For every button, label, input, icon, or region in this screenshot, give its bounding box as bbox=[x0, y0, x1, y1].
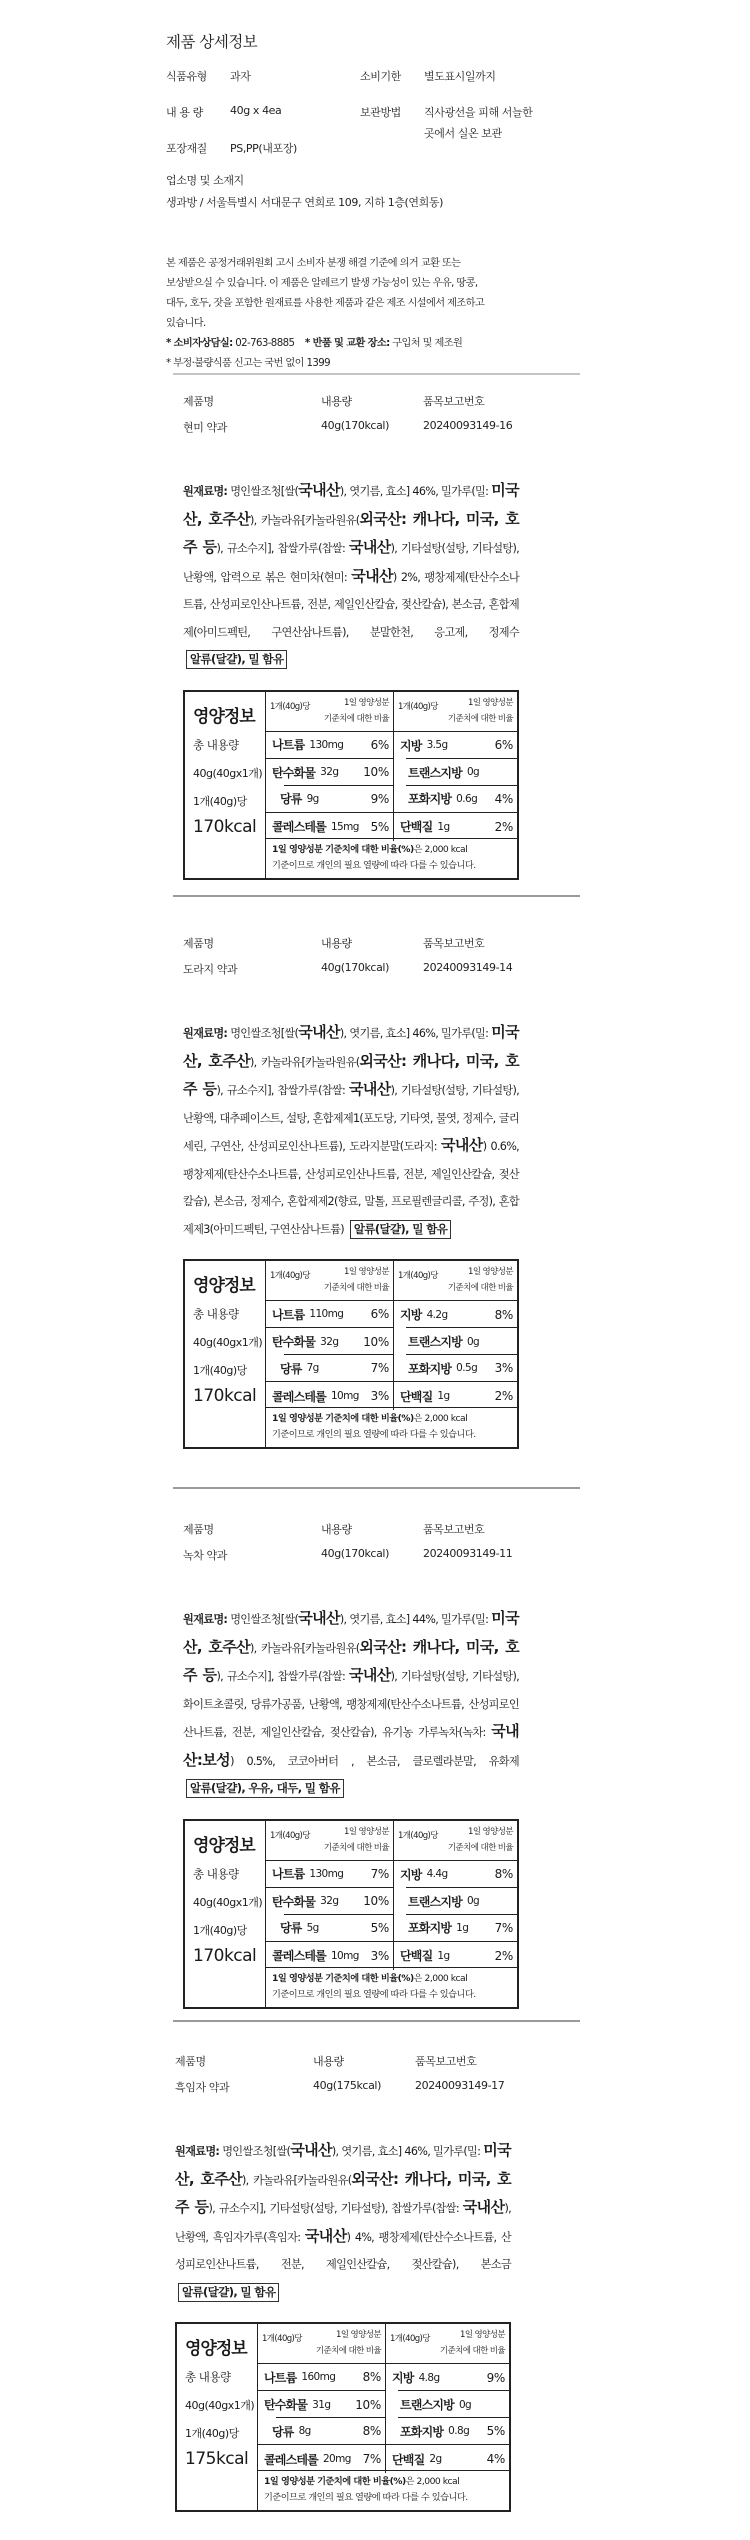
daily-value-header: 1일 영양성분 기준치에 대한 비율 bbox=[323, 1826, 389, 1853]
nutrition-detail bbox=[266, 1821, 517, 2007]
origin-emphasis: 국내산 bbox=[290, 2141, 332, 2159]
ingredients-body bbox=[183, 481, 520, 639]
nutrient-sugar: 당류 8g 8% bbox=[258, 2418, 386, 2445]
ingredient-text: ), 엿기름, 효소] 46%, 밀가루(밀: bbox=[339, 1027, 492, 1040]
ingredients-body bbox=[183, 1023, 520, 1236]
nutrient-protein: 단백질 1g 2% bbox=[400, 1389, 513, 1404]
product-section bbox=[175, 2053, 575, 2512]
nutrient-sodium: 나트륨 110mg 6% bbox=[266, 1301, 394, 1328]
origin-emphasis: 외국산: 캐나다, 미국, 호주 등 bbox=[183, 509, 520, 556]
origin-emphasis: 국내산 bbox=[304, 2226, 347, 2245]
calories: 170kcal bbox=[193, 1945, 257, 1966]
serving-header: 1개(40g)당 bbox=[270, 1271, 310, 1281]
nutrition-summary bbox=[185, 1261, 266, 1447]
origin-emphasis: 국내산 bbox=[348, 1080, 391, 1098]
nutrient-carbohydrate: 탄수화물 32g 10% bbox=[266, 1328, 394, 1355]
serving-size: 1개(40g)당 bbox=[193, 1364, 247, 1377]
nutrient-saturated-fat: 포화지방 0.5g 3% bbox=[394, 1355, 517, 1382]
column-header bbox=[386, 2324, 509, 2364]
origin-emphasis: 미국산, 호주산 bbox=[183, 1609, 519, 1656]
ingredient-text: ), 기타설탕(설탕, 기타설탕), 난황액, 대추페이스트, 설탕, 혼합제제1(포도당, 기타엿, 물엿, 정제수, 글리세린, 구연산, 산성피로인산나트륨), 도라지분말(도라지: bbox=[183, 1084, 520, 1153]
nutrient-saturated-fat: 포화지방 0.6g 4% bbox=[394, 786, 517, 813]
origin-emphasis: 국내산:보성 bbox=[183, 1722, 519, 1769]
origin-emphasis: 국내산 bbox=[298, 1609, 340, 1627]
product-meta-values bbox=[175, 2079, 575, 2103]
nutrient-fat: 지방 4.2g 8% bbox=[400, 1307, 513, 1322]
nutrition-facts-table bbox=[183, 690, 519, 880]
packaging-value: PS,PP(내포장) bbox=[230, 142, 297, 155]
total-amount: 40g(40gx1개) bbox=[193, 1336, 263, 1349]
report-number: 20240093149-11 bbox=[423, 1547, 513, 1560]
nutrition-title: 영양정보 bbox=[193, 1835, 255, 1856]
serving-size: 1개(40g)당 bbox=[193, 1923, 247, 1937]
report-number-header: 품목보고번호 bbox=[423, 395, 485, 408]
content-amount-header: 내용량 bbox=[321, 395, 352, 408]
calories: 175kcal bbox=[185, 2449, 249, 2469]
column-header bbox=[394, 1261, 517, 1301]
origin-emphasis: 외국산: 캐나다, 미국, 호주 등 bbox=[183, 1051, 520, 1098]
nutrient-saturated-fat: 포화지방 1g 7% bbox=[394, 1915, 517, 1942]
ingredient-text: ), 기타설탕(설탕, 기타설탕), 난황액, 압력으로 볶은 현미차(현미: bbox=[183, 542, 520, 584]
ingredient-text: 명인쌀조청[쌀( bbox=[230, 1027, 299, 1040]
daily-value-header: 1일 영양성분 기준치에 대한 비율 bbox=[447, 697, 513, 724]
product-meta-values bbox=[183, 1547, 583, 1571]
notice-line: 보상받으실 수 있습니다. 이 제품은 알레르기 발생 가능성이 있는 우유, 땅콩, bbox=[166, 278, 478, 289]
ingredient-text: ), 카놀라유[카놀라원유( bbox=[250, 1055, 360, 1069]
allergen-badge: 알류(달걀), 밀 함유 bbox=[350, 1220, 451, 1239]
nutrient-saturated-fat: 포화지방 0.8g 5% bbox=[386, 2418, 509, 2445]
nutrient-sugar: 당류 9g 9% bbox=[266, 786, 394, 813]
nutrient-protein: 단백질 2g 4% bbox=[392, 2452, 505, 2467]
serving-header: 1개(40g)당 bbox=[390, 2334, 430, 2344]
product-name: 현미 약과 bbox=[183, 421, 228, 434]
daily-value-header: 1일 영양성분 기준치에 대한 비율 bbox=[447, 1267, 513, 1293]
ingredients-text bbox=[175, 2137, 511, 2306]
column-header bbox=[394, 692, 517, 732]
daily-value-header: 1일 영양성분 기준치에 대한 비율 bbox=[323, 697, 389, 724]
ingredient-text: ), 난황액, 흑임자가루(흑임자: bbox=[175, 2202, 511, 2244]
content-amount: 40g(170kcal) bbox=[321, 961, 389, 974]
return-value: 구입처 및 제조원 bbox=[392, 338, 463, 349]
content-amount-header: 내용량 bbox=[321, 1523, 352, 1536]
column-header bbox=[266, 1261, 394, 1301]
ingredients-body bbox=[183, 1609, 520, 1769]
ingredients-text bbox=[183, 1605, 519, 1803]
product-meta-headers bbox=[183, 393, 583, 417]
content-amount-label: 내 용 량 bbox=[166, 106, 203, 119]
daily-value-header: 1일 영양성분 기준치에 대한 비율 bbox=[315, 2330, 381, 2356]
product-meta-values bbox=[183, 419, 583, 443]
serving-header: 1개(40g)당 bbox=[398, 701, 438, 712]
daily-value-header: 1일 영양성분 기준치에 대한 비율 bbox=[447, 1826, 513, 1853]
ingredient-text: 명인쌀조청[쌀( bbox=[230, 1613, 299, 1626]
origin-emphasis: 외국산: 캐나다, 미국, 호주 등 bbox=[175, 2169, 512, 2216]
ingredients-label: 원재료명: bbox=[175, 2145, 220, 2158]
ingredient-text: 명인쌀조청[쌀( bbox=[222, 2145, 291, 2158]
nutrient-trans-fat: 트랜스지방 0g bbox=[400, 2398, 472, 2412]
daily-value-header: 1일 영양성분 기준치에 대한 비율 bbox=[323, 1267, 389, 1293]
ingredient-text: ) 2%, 팽창제제(탄산수소나트륨, 산성피로인산나트륨, 전분, 제일인산칼슘, 젖산칼슘), 본소금, 혼합제제(아미드펙틴, 구연산삼나트륨), 분말한천, 응고제, 정제수 bbox=[183, 570, 519, 639]
ingredient-text: ), 엿기름, 효소] 46%, 밀가루(밀: bbox=[331, 2145, 484, 2158]
storage-value: 직사광선을 피해 서늘한 bbox=[424, 106, 533, 119]
nutrient-carbohydrate: 탄수화물 32g 10% bbox=[266, 759, 394, 786]
report-number: 20240093149-17 bbox=[415, 2079, 505, 2092]
nutrient-fat: 지방 4.8g 9% bbox=[392, 2370, 505, 2385]
column-header bbox=[266, 1821, 394, 1861]
origin-emphasis: 미국산, 호주산 bbox=[183, 481, 519, 528]
report-number-header: 품목보고번호 bbox=[415, 2055, 477, 2068]
calories: 170kcal bbox=[193, 1386, 257, 1406]
product-name-header: 제품명 bbox=[183, 937, 214, 950]
nutrition-detail bbox=[266, 1261, 517, 1447]
daily-value-footnote: 1일 영양성분 기준치에 대한 비율(%)은 2,000 kcal 기준이므로 개인의 필요 열량에 따라 다를 수 있습니다. bbox=[266, 838, 517, 878]
ingredient-text: ), 규소수지], 찹쌀가루(찹쌀: bbox=[216, 1670, 349, 1683]
total-amount-label: 총 내용량 bbox=[193, 1866, 239, 1881]
product-meta-headers bbox=[183, 1521, 583, 1545]
column-header bbox=[266, 692, 394, 732]
total-amount: 40g(40gx1개) bbox=[193, 766, 263, 780]
nutrient-sugar: 당류 7g 7% bbox=[266, 1355, 394, 1382]
nutrient-fat: 지방 3.5g 6% bbox=[400, 738, 513, 753]
origin-emphasis: 국내산 bbox=[348, 538, 391, 556]
product-meta-values bbox=[183, 961, 583, 985]
report-number: 20240093149-14 bbox=[423, 961, 513, 974]
ingredient-text: ), 규소수지], 기타설탕(설탕, 기타설탕), 찹쌀가루(찹쌀: bbox=[208, 2202, 463, 2215]
serving-header: 1개(40g)당 bbox=[270, 701, 310, 712]
product-meta-headers bbox=[183, 935, 583, 959]
report-line: * 부정·불량식품 신고는 국번 없이 1399 bbox=[166, 358, 330, 369]
column-header bbox=[258, 2324, 386, 2364]
notice-line: 있습니다. bbox=[166, 318, 206, 329]
nutrition-detail bbox=[258, 2324, 509, 2510]
ingredient-text: ), 규소수지], 찹쌀가루(찹쌀: bbox=[216, 542, 349, 555]
ingredients-body bbox=[175, 2141, 512, 2271]
origin-emphasis: 국내산 bbox=[462, 2198, 505, 2216]
origin-emphasis: 국내산 bbox=[441, 1136, 483, 1154]
serving-size: 1개(40g)당 bbox=[185, 2427, 239, 2440]
origin-emphasis: 국내산 bbox=[348, 1666, 391, 1684]
nutrient-trans-fat: 트랜스지방 0g bbox=[408, 1894, 480, 1909]
content-amount: 40g(170kcal) bbox=[321, 419, 389, 432]
ingredient-text: ), 엿기름, 효소] 44%, 밀가루(밀: bbox=[339, 1613, 492, 1626]
notice-line: 본 제품은 공정거래위원회 고시 소비자 분쟁 해결 기준에 의거 교환 또는 bbox=[166, 258, 461, 269]
total-amount-label: 총 내용량 bbox=[193, 737, 239, 752]
ingredient-text: ) 0.5%, 코코아버터 , 본소금, 클로렐라분말, 유화제 bbox=[230, 1754, 519, 1768]
consult-label: * 소비자상담실: bbox=[166, 338, 233, 349]
product-name: 흑임자 약과 bbox=[175, 2081, 230, 2094]
total-amount: 40g(40gx1개) bbox=[185, 2399, 255, 2412]
column-header bbox=[394, 1821, 517, 1861]
ingredient-text: ), 엿기름, 효소] 46%, 밀가루(밀: bbox=[339, 485, 492, 498]
origin-emphasis: 국내산 bbox=[298, 481, 340, 499]
consult-phone: 02-763-8885 bbox=[235, 338, 295, 349]
ingredients-text bbox=[183, 1019, 519, 1243]
total-amount-label: 총 내용량 bbox=[185, 2370, 231, 2384]
product-section bbox=[183, 393, 583, 880]
ingredient-text: ), 기타설탕(설탕, 기타설탕), 화이트초콜릿, 당류가공품, 난황액, 팽창제제(탄산수소나트륨, 산성피로인산나트륨, 전분, 제일인산칼슘, 젖산칼슘), 유기농 가루녹차(녹차: bbox=[183, 1670, 520, 1739]
origin-emphasis: 외국산: 캐나다, 미국, 호주 등 bbox=[183, 1637, 520, 1684]
origin-emphasis: 국내산 bbox=[351, 566, 393, 585]
nutrition-facts-table bbox=[183, 1259, 519, 1449]
ingredient-text: ), 규소수지], 찹쌀가루(찹쌀: bbox=[216, 1084, 349, 1097]
nutrition-summary bbox=[177, 2324, 258, 2510]
storage-label: 보관방법 bbox=[360, 106, 401, 119]
nutrient-sodium: 나트륨 160mg 8% bbox=[258, 2364, 386, 2391]
nutrition-title: 영양정보 bbox=[185, 2339, 247, 2359]
nutrition-title: 영양정보 bbox=[193, 1276, 255, 1296]
divider bbox=[173, 1487, 580, 1489]
product-detail-info bbox=[166, 30, 586, 369]
nutrient-protein: 단백질 1g 2% bbox=[400, 1948, 513, 1963]
product-name-header: 제품명 bbox=[183, 1523, 214, 1536]
divider bbox=[173, 373, 580, 375]
allergen-badge: 알류(달걀), 밀 함유 bbox=[178, 2283, 279, 2302]
nutrient-carbohydrate: 탄수화물 31g 10% bbox=[258, 2391, 386, 2418]
origin-emphasis: 국내산 bbox=[298, 1023, 340, 1041]
return-label: * 반품 및 교환 장소: bbox=[304, 338, 390, 349]
nutrient-trans-fat: 트랜스지방 0g bbox=[408, 765, 480, 780]
divider bbox=[173, 2020, 580, 2022]
serving-size: 1개(40g)당 bbox=[193, 794, 247, 808]
nutrient-fat: 지방 4.4g 8% bbox=[400, 1867, 513, 1882]
food-type-label: 식품유형 bbox=[166, 70, 207, 83]
origin-emphasis: 미국산, 호주산 bbox=[183, 1023, 519, 1070]
ingredient-text: ) 0.6%, 팽창제제(탄산수소나트륨, 산성피로인산나트륨, 전분, 제일인산칼슘, 젖산칼슘), 본소금, 정제수, 혼합제제2(향료, 말톨, 프로필렌글리콜, 주정), 혼합제제3(아미드펙틴, 구연산삼나트륨) bbox=[183, 1140, 520, 1236]
ingredient-text: ), 카놀라유[카놀라원유( bbox=[250, 513, 360, 527]
nutrient-protein: 단백질 1g 2% bbox=[400, 819, 513, 834]
nutrient-sodium: 나트륨 130mg 7% bbox=[266, 1861, 394, 1888]
contact-line bbox=[166, 334, 576, 354]
content-amount-value: 40g x 4ea bbox=[230, 104, 282, 117]
content-amount-header: 내용량 bbox=[321, 937, 352, 950]
nutrition-detail bbox=[266, 692, 517, 878]
calories: 170kcal bbox=[193, 816, 257, 837]
report-number: 20240093149-16 bbox=[423, 419, 513, 432]
nutrition-title: 영양정보 bbox=[193, 706, 255, 727]
daily-value-footnote: 1일 영양성분 기준치에 대한 비율(%)은 2,000 kcal 기준이므로 개인의 필요 열량에 따라 다를 수 있습니다. bbox=[266, 1967, 517, 2007]
expiry-value: 별도표시일까지 bbox=[424, 70, 496, 83]
nutrient-sugar: 당류 5g 5% bbox=[266, 1915, 394, 1942]
product-name-header: 제품명 bbox=[175, 2055, 206, 2068]
ingredients-text bbox=[183, 477, 519, 674]
ingredient-text: 명인쌀조청[쌀( bbox=[230, 485, 299, 498]
food-type-value: 과자 bbox=[230, 70, 251, 83]
product-meta-headers bbox=[175, 2053, 575, 2077]
content-amount: 40g(170kcal) bbox=[321, 1547, 389, 1560]
ingredients-label: 원재료명: bbox=[183, 1027, 228, 1040]
total-amount-label: 총 내용량 bbox=[193, 1307, 239, 1321]
manufacturer-address: 생과방 / 서울특별시 서대문구 연희로 109, 지하 1층(연희동) bbox=[166, 196, 444, 209]
total-amount: 40g(40gx1개) bbox=[193, 1895, 263, 1909]
packaging-label: 포장재질 bbox=[166, 142, 207, 155]
product-section bbox=[183, 935, 583, 1449]
content-amount-header: 내용량 bbox=[313, 2055, 344, 2068]
nutrient-cholesterol: 콜레스테롤 20mg 7% bbox=[258, 2445, 386, 2473]
nutrient-carbohydrate: 탄수화물 32g 10% bbox=[266, 1888, 394, 1915]
nutrient-cholesterol: 콜레스테롤 10mg 3% bbox=[266, 1382, 394, 1410]
serving-header: 1개(40g)당 bbox=[262, 2334, 302, 2344]
nutrition-facts-table bbox=[183, 1819, 519, 2009]
notice-line: 대두, 호두, 잣을 포함한 원재료를 사용한 제품과 같은 제조 시설에서 제조하고 bbox=[166, 298, 485, 309]
daily-value-header: 1일 영양성분 기준치에 대한 비율 bbox=[439, 2330, 505, 2356]
content-amount: 40g(175kcal) bbox=[313, 2079, 381, 2092]
nutrition-summary bbox=[185, 1821, 266, 2007]
product-name: 도라지 약과 bbox=[183, 963, 238, 976]
product-section bbox=[183, 1521, 583, 2009]
report-number-header: 품목보고번호 bbox=[423, 937, 485, 950]
page-title: 제품 상세정보 bbox=[166, 33, 258, 51]
daily-value-footnote: 1일 영양성분 기준치에 대한 비율(%)은 2,000 kcal 기준이므로 개인의 필요 열량에 따라 다를 수 있습니다. bbox=[266, 1407, 517, 1447]
ingredient-text: ), 카놀라유[카놀라원유( bbox=[250, 1641, 360, 1655]
consumer-notice bbox=[166, 254, 576, 374]
allergen-badge: 알류(달걀), 우유, 대두, 밀 함유 bbox=[186, 1779, 344, 1798]
ingredients-label: 원재료명: bbox=[183, 1613, 228, 1626]
product-name-header: 제품명 bbox=[183, 395, 214, 408]
nutrient-cholesterol: 콜레스테롤 10mg 3% bbox=[266, 1942, 394, 1970]
storage-value-line2: 곳에서 실온 보관 bbox=[424, 127, 502, 140]
nutrient-trans-fat: 트랜스지방 0g bbox=[408, 1335, 480, 1349]
divider bbox=[173, 895, 580, 897]
allergen-badge: 알류(달걀), 밀 함유 bbox=[186, 650, 287, 669]
ingredients-label: 원재료명: bbox=[183, 485, 228, 498]
ingredient-text: ) 4%, 팽창제제(탄산수소나트륨, 산성피로인산나트륨, 전분, 제일인산칼슘, 젖산칼슘), 본소금 bbox=[175, 2230, 511, 2271]
report-number-header: 품목보고번호 bbox=[423, 1523, 485, 1536]
manufacturer-label: 업소명 및 소재지 bbox=[166, 174, 244, 187]
expiry-label: 소비기한 bbox=[360, 70, 401, 83]
daily-value-footnote: 1일 영양성분 기준치에 대한 비율(%)은 2,000 kcal 기준이므로 개인의 필요 열량에 따라 다를 수 있습니다. bbox=[258, 2470, 509, 2510]
ingredient-text: ), 카놀라유[카놀라원유( bbox=[242, 2173, 352, 2187]
nutrient-sodium: 나트륨 130mg 6% bbox=[266, 732, 394, 759]
serving-header: 1개(40g)당 bbox=[270, 1830, 310, 1841]
serving-header: 1개(40g)당 bbox=[398, 1271, 438, 1281]
origin-emphasis: 미국산, 호주산 bbox=[175, 2141, 511, 2188]
product-name: 녹차 약과 bbox=[183, 1549, 228, 1562]
nutrition-facts-table bbox=[175, 2322, 511, 2512]
nutrition-summary bbox=[185, 692, 266, 878]
serving-header: 1개(40g)당 bbox=[398, 1830, 438, 1841]
nutrient-cholesterol: 콜레스테롤 15mg 5% bbox=[266, 813, 394, 841]
